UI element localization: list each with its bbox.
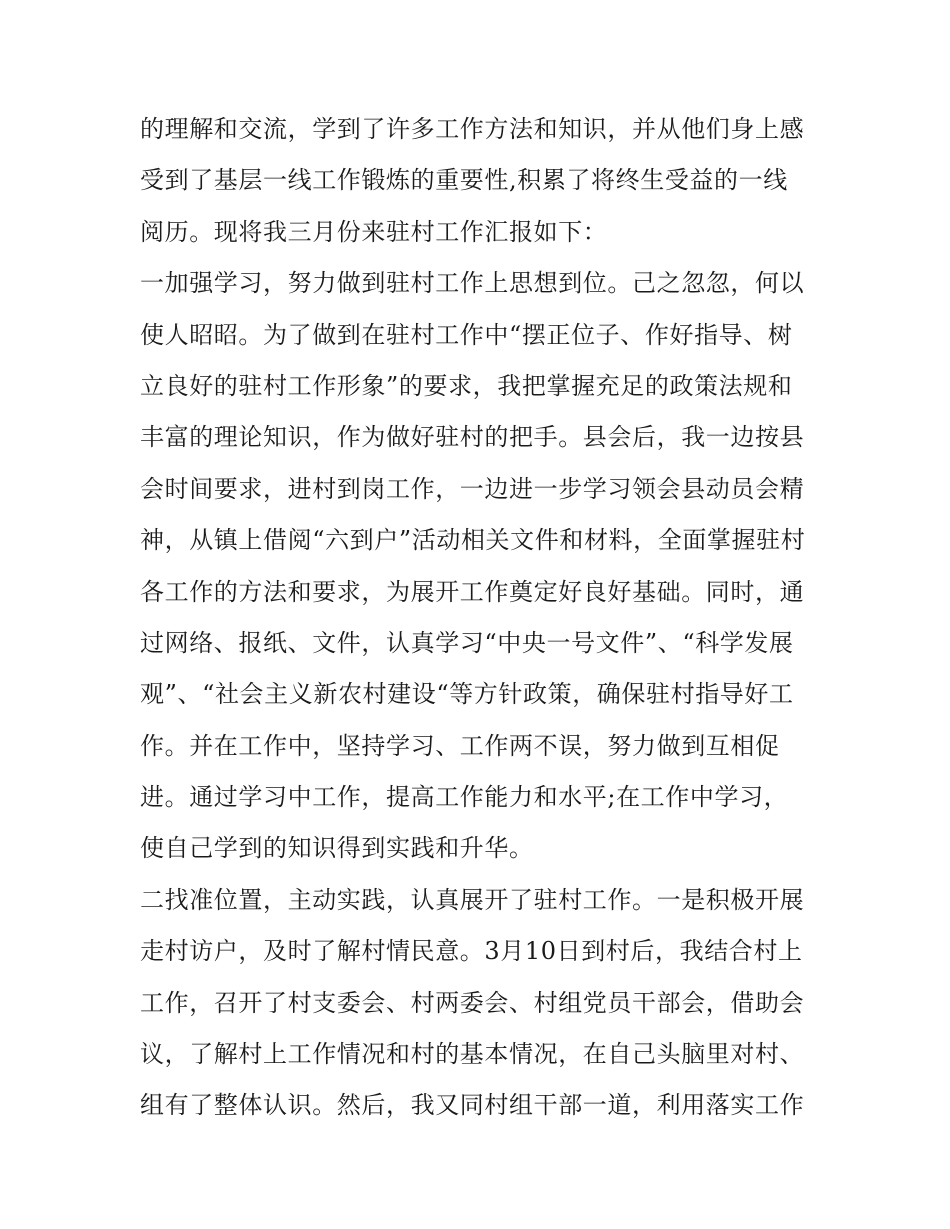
text-line: 的理解和交流，学到了许多工作方法和知识，并从他们身上感 — [140, 115, 805, 143]
text-line: 过网络、报纸、文件，认真学习“中央一号文件”、“科学发展 — [140, 628, 794, 657]
text-line: 议，了解村上工作情况和村的基本情况，在自己头脑里对村、 — [140, 1040, 805, 1069]
text-line: 神，从镇上借阅“六到户”活动相关文件和材料，全面掌握驻村 — [140, 526, 806, 555]
text-line: 走村访户，及时了解村情民意。3月10日到村后，我结合村上 — [140, 937, 803, 966]
text-line: 阅历。现将我三月份来驻村工作汇报如下： — [140, 217, 608, 246]
text-line: 工作，召开了村支委会、村两委会、村组党员干部会，借助会 — [140, 988, 805, 1017]
document-body — [140, 104, 820, 1132]
text-line: 会时间要求，进村到岗工作，一边进一步学习领会县动员会精 — [140, 474, 805, 503]
text-line: 作。并在工作中，坚持学习、工作两不误，努力做到互相促 — [140, 731, 780, 760]
text-line: 使人昭昭。为了做到在驻村工作中“摆正位子、作好指导、树 — [140, 320, 793, 349]
text-line: 一加强学习，努力做到驻村工作上思想到位。己之忽忽，何以 — [140, 269, 805, 298]
text-line: 各工作的方法和要求，为展开工作奠定好良好基础。同时，通 — [140, 577, 805, 606]
text-line: 二找准位置，主动实践，认真展开了驻村工作。一是积极开展 — [140, 885, 805, 914]
text-line: 使自己学到的知识得到实践和升华。 — [140, 834, 534, 863]
text-line: 组有了整体认识。然后，我又同村组干部一道，利用落实工作 — [140, 1091, 805, 1120]
text-line: 丰富的理论知识，作为做好驻村的把手。县会后，我一边按县 — [140, 423, 805, 452]
text-line: 观”、“社会主义新农村建设“等方针政策，确保驻村指导好工 — [140, 680, 794, 709]
text-line: 进。通过学习中工作，提高工作能力和水平;在工作中学习， — [140, 783, 789, 812]
text-line: 立良好的驻村工作形象”的要求，我把掌握充足的政策法规和 — [140, 371, 793, 400]
text-line: 受到了基层一线工作锻炼的重要性,积累了将终生受益的一线 — [140, 166, 788, 195]
